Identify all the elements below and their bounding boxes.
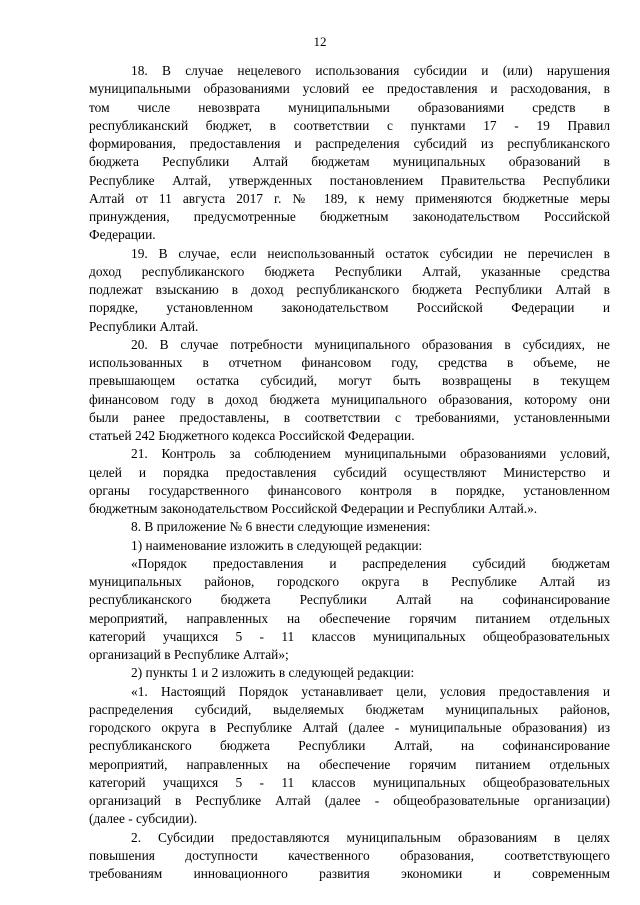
text-line: муниципальных районов, городского округа в Республике Алтай из [89,574,610,589]
text-line: Федерации. [89,227,156,243]
text-line: бюджета Республики Алтай бюджетам муниципальных образований в [89,154,610,170]
text-line: формирования, предоставления и распределения субсидий из республиканского [89,136,610,151]
text-line: целей и порядка предоставления субсидий осуществляют Министерство и [89,464,610,480]
text-line: организаций в Республике Алтай (далее - общеобразовательные организации) [89,793,610,808]
text-line: 1) наименование изложить в следующей редакции: [131,537,423,553]
text-line: «Порядок предоставления и распределения субсидий бюджетам [131,555,610,571]
text-line: повышения доступности качественного образования, соответствующего [89,847,610,863]
text-line: «1. Настоящий Порядок устанавливает цели, условия предоставления и [131,683,610,699]
text-line: категорий учащихся 5 - 11 классов муниципальных общеобразовательных [89,774,610,790]
text-line: Республике Алтай, утвержденных постановлением Правительства Республики [89,172,610,188]
text-line: 2) пункты 1 и 2 изложить в следующей редакции: [131,665,415,681]
text-line: городского округа в Республике Алтай (далее - муниципальные образования) из [89,720,610,735]
text-line: муниципальными образованиями условий ее предоставления и расходования, в [89,81,610,97]
text-line: 19. В случае, если неиспользованный остаток субсидии не перечислен в [131,245,610,261]
document-body [89,62,610,883]
text-line: том числе невозврата муниципальными образованиями средств в [89,99,610,115]
text-line: мероприятий, направленных на обеспечение горячим питанием отдельных [89,610,610,626]
text-line: республиканского бюджета Республики Алтай на софинансирование [89,592,610,608]
page-number: 12 [313,34,327,49]
text-line: 2. Субсидии предоставляются муниципальным образованиям в целях [131,829,610,845]
text-line: превышающем остатка субсидий, могут быть возвращены в текущем [89,373,610,389]
text-line: республиканский бюджет, в соответствии с пунктами 17 - 19 Правил [89,117,610,133]
text-line: использованных в отчетном финансовом году, средства в объеме, не [89,355,610,370]
text-line: финансовом году в доход бюджета муниципального образования, которому они [89,391,610,407]
text-line: распределения субсидий, выделяемых бюджетам муниципальных районов, [89,701,610,717]
text-line: организаций в Республике Алтай»; [89,647,289,662]
text-line: Республики Алтай. [89,318,199,334]
text-line: требованиям инновационного развития экономики и современным [89,866,610,881]
text-line: республиканского бюджета Республики Алтай, на софинансирование [89,738,610,754]
text-line: подлежат взысканию в доход республиканского бюджета Республики Алтай в [89,282,610,297]
text-line: принуждения, предусмотренные бюджетным законодательством Российской [89,209,610,224]
text-line: органы государственного финансового контроля в порядке, установленном [89,482,610,498]
text-line: (далее - субсидии). [89,811,198,827]
text-line: статьей 242 Бюджетного кодекса Российской Федерации. [89,428,415,443]
text-line: 18. В случае нецелевого использования субсидии и (или) нарушения [131,63,610,78]
text-line: 20. В случае потребности муниципального образования в субсидиях, не [131,336,610,352]
text-line: мероприятий, направленных на обеспечение горячим питанием отдельных [89,756,610,772]
text-line: 21. Контроль за соблюдением муниципальными образованиями условий, [131,446,610,462]
text-line: порядке, установленном законодательством Российской Федерации и [89,300,610,316]
text-line: доход республиканского бюджета Республики Алтай, указанные средства [89,263,610,279]
text-line: были ранее предоставлены, в соответствии с требованиями, установленными [89,409,610,425]
text-line: категорий учащихся 5 - 11 классов муниципальных общеобразовательных [89,628,610,644]
text-line: Алтай от 11 августа 2017 г. № 189, к нему применяются бюджетные меры [89,190,610,206]
text-line: бюджетным законодательством Российской Федерации и Республики Алтай.». [89,501,538,516]
text-line: 8. В приложение № 6 внести следующие изменения: [131,519,431,535]
